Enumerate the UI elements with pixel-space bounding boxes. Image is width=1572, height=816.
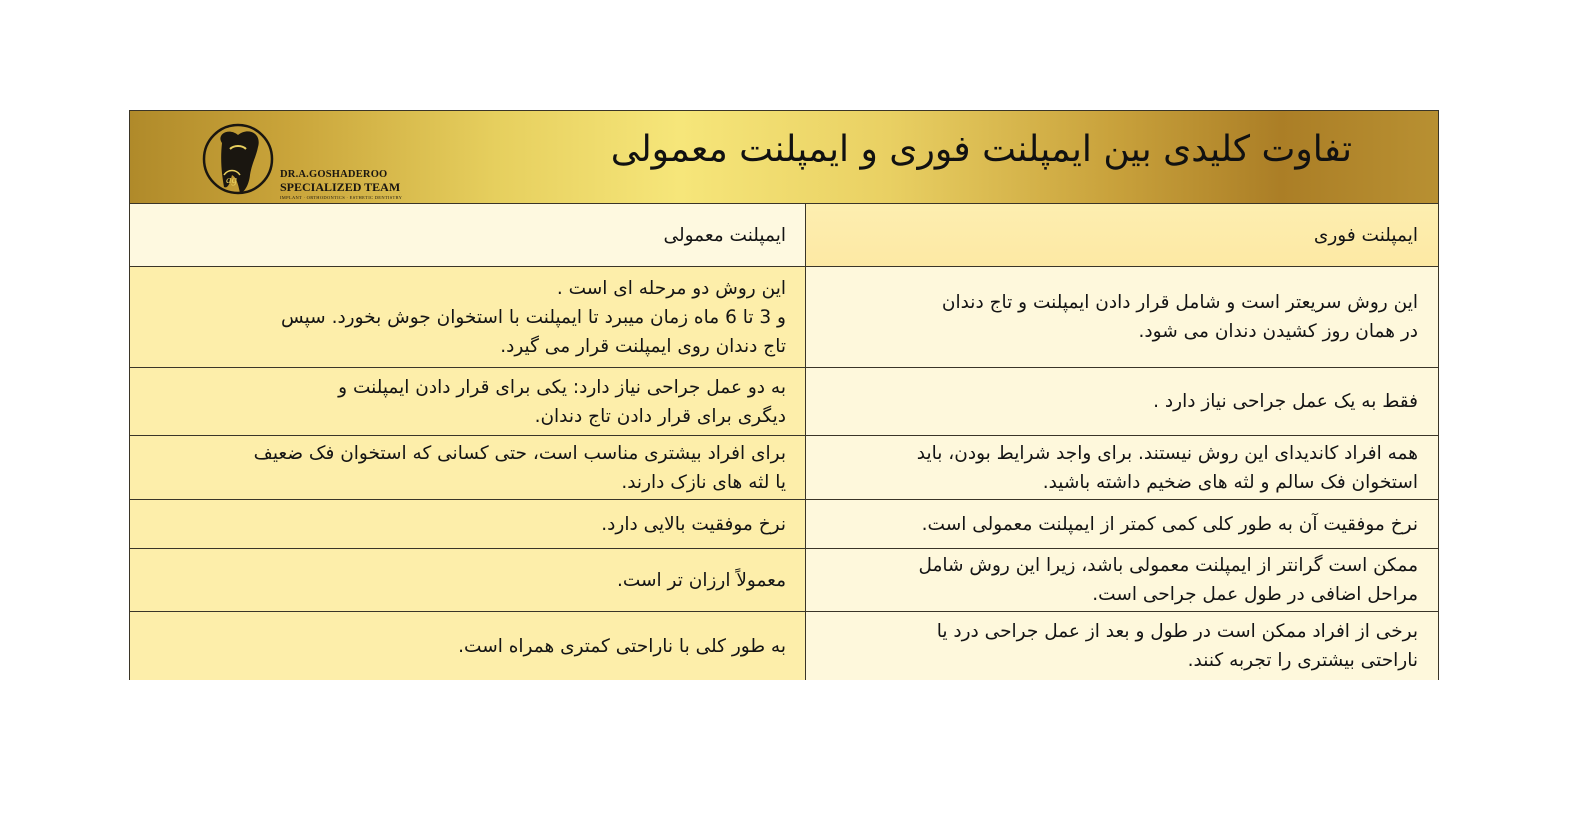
cell-conventional: نرخ موفقیت بالایی دارد. xyxy=(130,500,806,548)
cell-conventional: برای افراد بیشتری مناسب است، حتی کسانی که استخوان فک ضعیف یا لثه های نازک دارند. xyxy=(130,436,806,499)
logo-name-text: DR.A.GOSHADEROO xyxy=(280,169,388,180)
table-header-banner xyxy=(130,111,1438,204)
column-header-immediate: ایمپلنت فوری xyxy=(806,204,1438,266)
cell-immediate: برخی از افراد ممکن است در طول و بعد از عمل جراحی درد یا ناراحتی بیشتری را تجربه کنند. xyxy=(806,612,1438,680)
cell-immediate: فقط به یک عمل جراحی نیاز دارد . xyxy=(806,368,1438,435)
table-row xyxy=(130,549,1438,612)
column-header-row xyxy=(130,204,1438,267)
logo-tagline-text: IMPLANT · ORTHODONTICS · ESTHETIC DENTISTRY xyxy=(280,195,403,200)
cell-conventional: این روش دو مرحله ای است . و 3 تا 6 ماه زمان میبرد تا ایمپلنت با استخوان جوش بخورد. سپس تاج دندان روی ایمپلنت قرار می گیرد. xyxy=(130,267,806,367)
table-row xyxy=(130,267,1438,368)
cell-immediate: ممکن است گرانتر از ایمپلنت معمولی باشد، زیرا این روش شامل مراحل اضافی در طول عمل جراحی است. xyxy=(806,549,1438,611)
column-header-conventional: ایمپلنت معمولی xyxy=(130,204,806,266)
cell-immediate: همه افراد کاندیدای این روش نیستند. برای واجد شرایط بودن، باید استخوان فک سالم و لثه های ضخیم داشته باشید. xyxy=(806,436,1438,499)
cell-immediate: این روش سریعتر است و شامل قرار دادن ایمپلنت و تاج دندان در همان روز کشیدن دندان می شود. xyxy=(806,267,1438,367)
comparison-table xyxy=(129,110,1439,680)
logo-team-text: SPECIALIZED TEAM xyxy=(280,180,401,194)
tooth-logo-icon xyxy=(202,117,282,201)
table-title: تفاوت کلیدی بین ایمپلنت فوری و ایمپلنت معمولی xyxy=(610,129,1352,170)
table-row xyxy=(130,368,1438,436)
table-row xyxy=(130,500,1438,549)
cell-conventional: معمولاً ارزان تر است. xyxy=(130,549,806,611)
svg-text:ag: ag xyxy=(226,174,237,186)
table-row xyxy=(130,612,1438,680)
table-row xyxy=(130,436,1438,500)
cell-conventional: به دو عمل جراحی نیاز دارد: یکی برای قرار دادن ایمپلنت و دیگری برای قرار دادن تاج دندان. xyxy=(130,368,806,435)
cell-conventional: به طور کلی با ناراحتی کمتری همراه است. xyxy=(130,612,806,680)
cell-immediate: نرخ موفقیت آن به طور کلی کمی کمتر از ایمپلنت معمولی است. xyxy=(806,500,1438,548)
clinic-logo xyxy=(202,117,412,201)
